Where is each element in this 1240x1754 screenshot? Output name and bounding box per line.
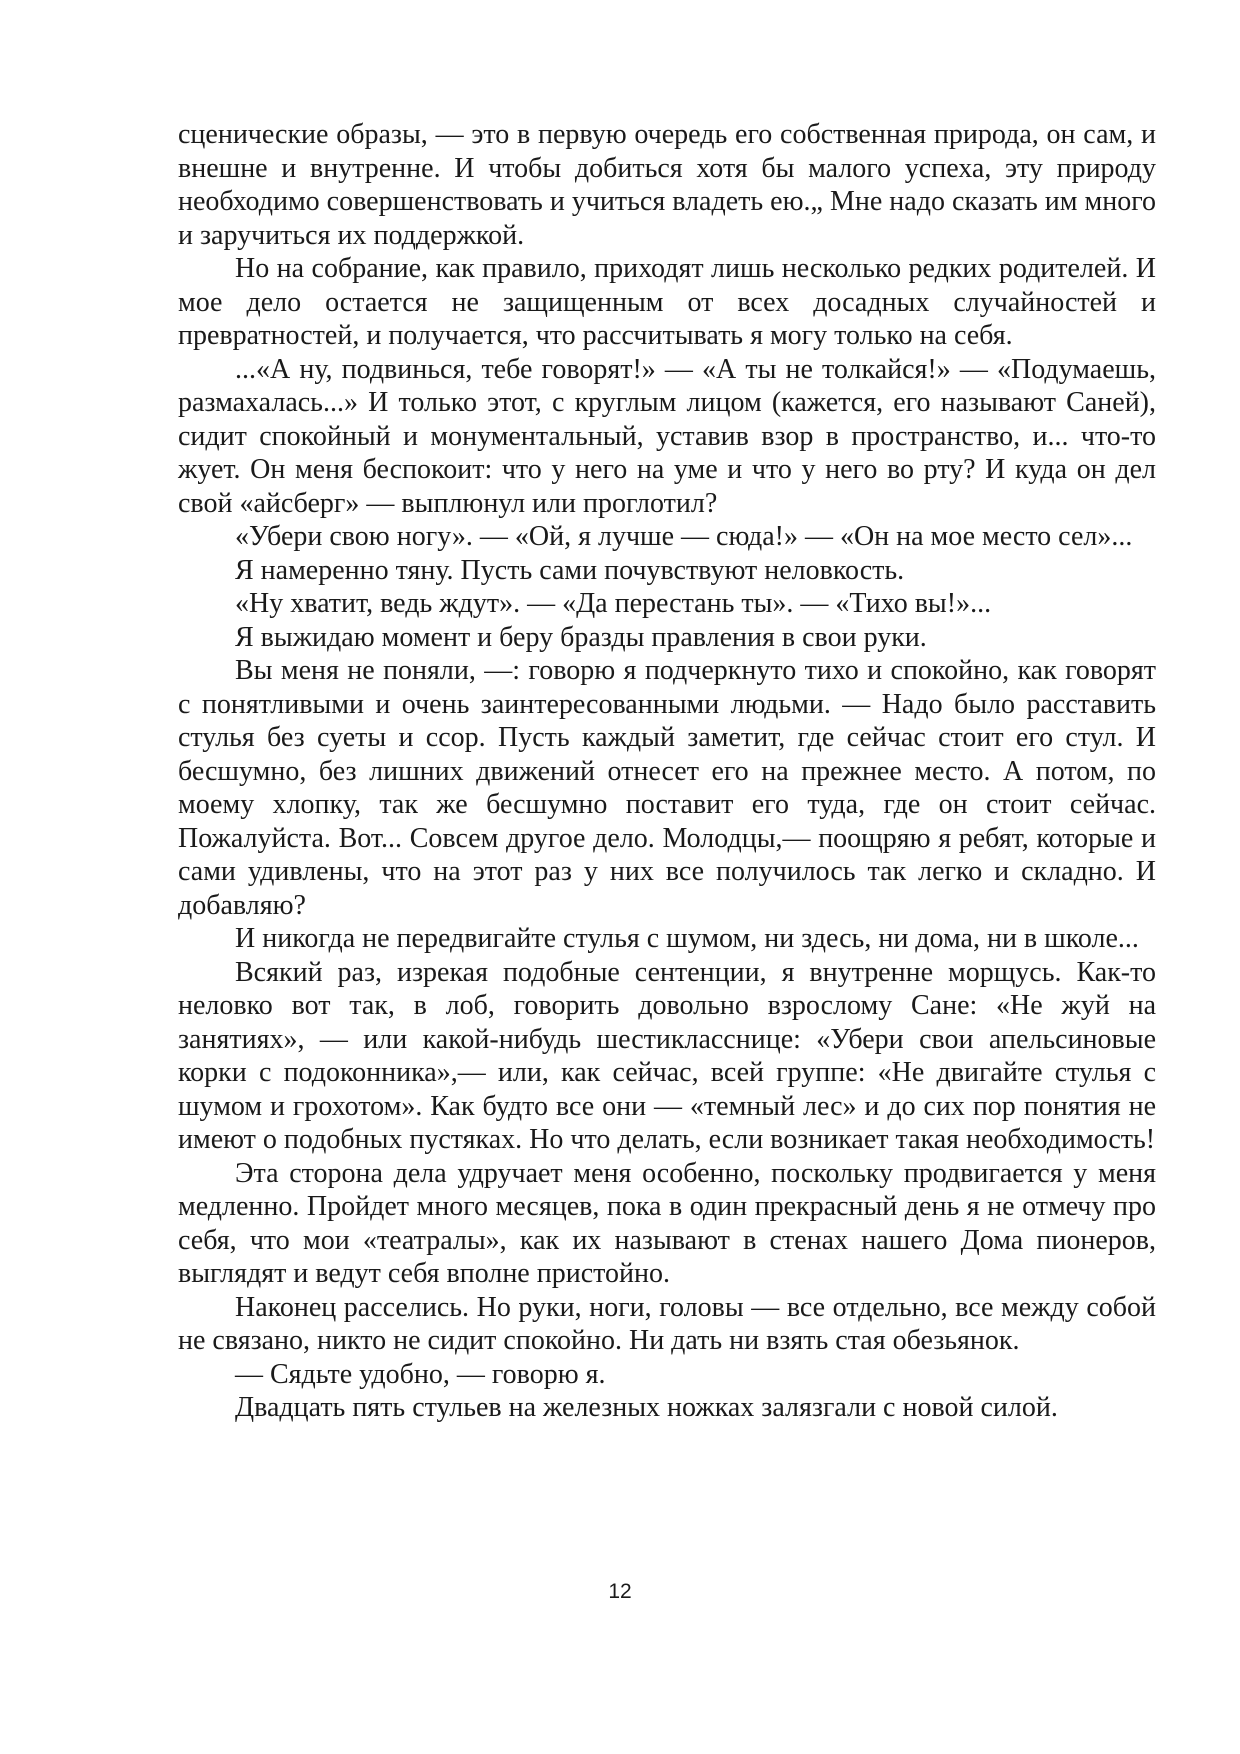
paragraph-1: сценические образы, — это в первую очередь его собственная природа, он сам, и внешне и внутренне. И чтобы добиться хотя бы малого успеха, эту природу необходимо совершенствовать и учиться владеть ею.„ Мне надо сказать им много и заручиться их поддержкой. <box>178 119 1156 251</box>
paragraph-14: Двадцать пять стульев на железных ножках залязгали с новой силой. <box>235 1392 1058 1423</box>
paragraph-7: Я выжидаю момент и беру бразды правления в свои руки. <box>235 621 927 653</box>
page-body <box>178 118 1156 1425</box>
paragraph-2: Но на собрание, как правило, приходят лишь несколько редких родителей. И мое дело остается не защищенным от всех досадных случайностей и превратностей, и получается, что рассчитывать я могу только на себя. <box>178 253 1156 351</box>
paragraph-5: Я намеренно тяну. Пусть сами почувствуют неловкость. <box>235 554 905 586</box>
paragraph-12: Наконец расселись. Но руки, ноги, головы — все отдельно, все между собой не связано, никто не сидит спокойно. Ни дать ни взять стая обезьянок. <box>178 1291 1156 1356</box>
page-number: 12 <box>608 1580 632 1603</box>
paragraph-13: — Сядьте удобно, — говорю я. <box>235 1358 606 1390</box>
paragraph-8: Вы меня не поняли, —: говорю я подчеркнуто тихо и спокойно, как говорят с понятливыми и очень заинтересованными людьми. — Надо было расставить стулья без суеты и ссор. Пусть каждый заметит, где сейчас стоит его стул. И бесшумно, без лишних движений отнесет его на прежнее место. А потом, по моему хлопку, так же бесшумно поставит его туда, где он стоит сейчас. Пожалуйста. Вот... Совсем другое дело. Молодцы,— поощряю я ребят, которые и сами удивлены, что на этот раз у них все получилось так легко и складно. И добавляю? <box>178 655 1156 921</box>
paragraph-10: Всякий раз, изрекая подобные сентенции, я внутренне морщусь. Как-то неловко вот так, в лоб, говорить довольно взрослому Сане: «Не жуй на занятиях», — или какой-нибудь шестикласснице: «Убери свои апельсиновые корки с подоконника»,— или, как сейчас, всей группе: «Не двигайте стулья с шумом и грохотом». Как будто все они — «темный лес» и до сих пор понятия не имеют о подобных пустяках. Но что делать, если возникает такая необходимость! <box>178 956 1156 1155</box>
paragraph-9: И никогда не передвигайте стулья с шумом, ни здесь, ни дома, ни в школе... <box>235 923 1139 954</box>
paragraph-6: «Ну хватит, ведь ждут». — «Да перестань ты». — «Тихо вы!»... <box>235 588 992 619</box>
paragraph-3: ...«А ну, подвинься, тебе говорят!» — «А ты не толкайся!» — «Подумаешь, размахалась...» И только этот, с круглым лицом (кажется, его называют Саней), сидит спокойный и монументальный, уставив взор в пространство, и... что-то жует. Он меня беспокоит: что у него на уме и что у него во рту? И куда он дел свой «айсберг» — выплюнул или проглотил? <box>178 353 1156 519</box>
paragraph-4: «Убери свою ногу». — «Ой, я лучше — сюда!» — «Он на мое место сел»... <box>235 521 1133 552</box>
paragraph-11: Эта сторона дела удручает меня особенно, поскольку продвигается у меня медленно. Пройдет много месяцев, пока в один прекрасный день я не отмечу про себя, что мои «театралы», как их называют в стенах нашего Дома пионеров, выглядят и ведут себя вполне пристойно. <box>178 1157 1156 1289</box>
